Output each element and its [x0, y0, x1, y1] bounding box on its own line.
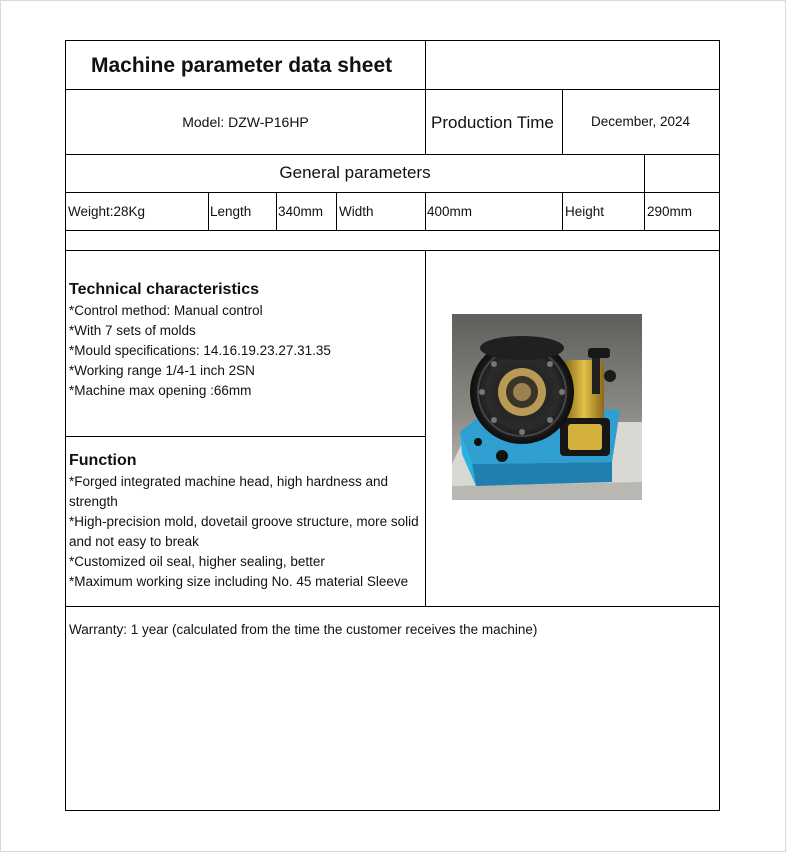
warranty-text: Warranty: 1 year (calculated from the time the customer receives the machine) [69, 622, 538, 637]
function-item: *Forged integrated machine head, high hardness and strength [69, 474, 388, 509]
tech-item: *Working range 1/4-1 inch 2SN [69, 363, 255, 378]
weight-value: Weight:28Kg [68, 204, 146, 219]
function-item: *High-precision mold, dovetail groove structure, more solid and not easy to break [69, 514, 419, 549]
tech-item: *With 7 sets of molds [69, 323, 196, 338]
parameter-sheet [65, 40, 720, 811]
function-section [69, 452, 423, 592]
general-parameters-heading: General parameters [279, 163, 431, 182]
sheet-title: Machine parameter data sheet [91, 54, 393, 77]
tech-item: *Machine max opening :66mm [69, 383, 252, 398]
technical-characteristics-section [69, 281, 423, 401]
function-item: *Maximum working size including No. 45 material Sleeve [69, 574, 409, 589]
model-label: Model: DZW-P16HP [182, 114, 309, 130]
width-value: 400mm [427, 204, 473, 219]
length-value: 340mm [278, 204, 324, 219]
width-label: Width [339, 204, 374, 219]
height-value: 290mm [647, 204, 693, 219]
technical-characteristics-title: Technical characteristics [69, 281, 260, 298]
height-label: Height [565, 204, 605, 219]
length-label: Length [210, 204, 252, 219]
hose-crimping-machine-photo [452, 314, 642, 500]
tech-item: *Control method: Manual control [69, 303, 263, 318]
function-title: Function [69, 452, 137, 469]
tech-item: *Mould specifications: 14.16.19.23.27.31.35 [69, 343, 331, 358]
production-time-value: December, 2024 [590, 114, 691, 129]
function-item: *Customized oil seal, higher sealing, better [69, 554, 325, 569]
production-time-label: Production Time [431, 113, 554, 132]
